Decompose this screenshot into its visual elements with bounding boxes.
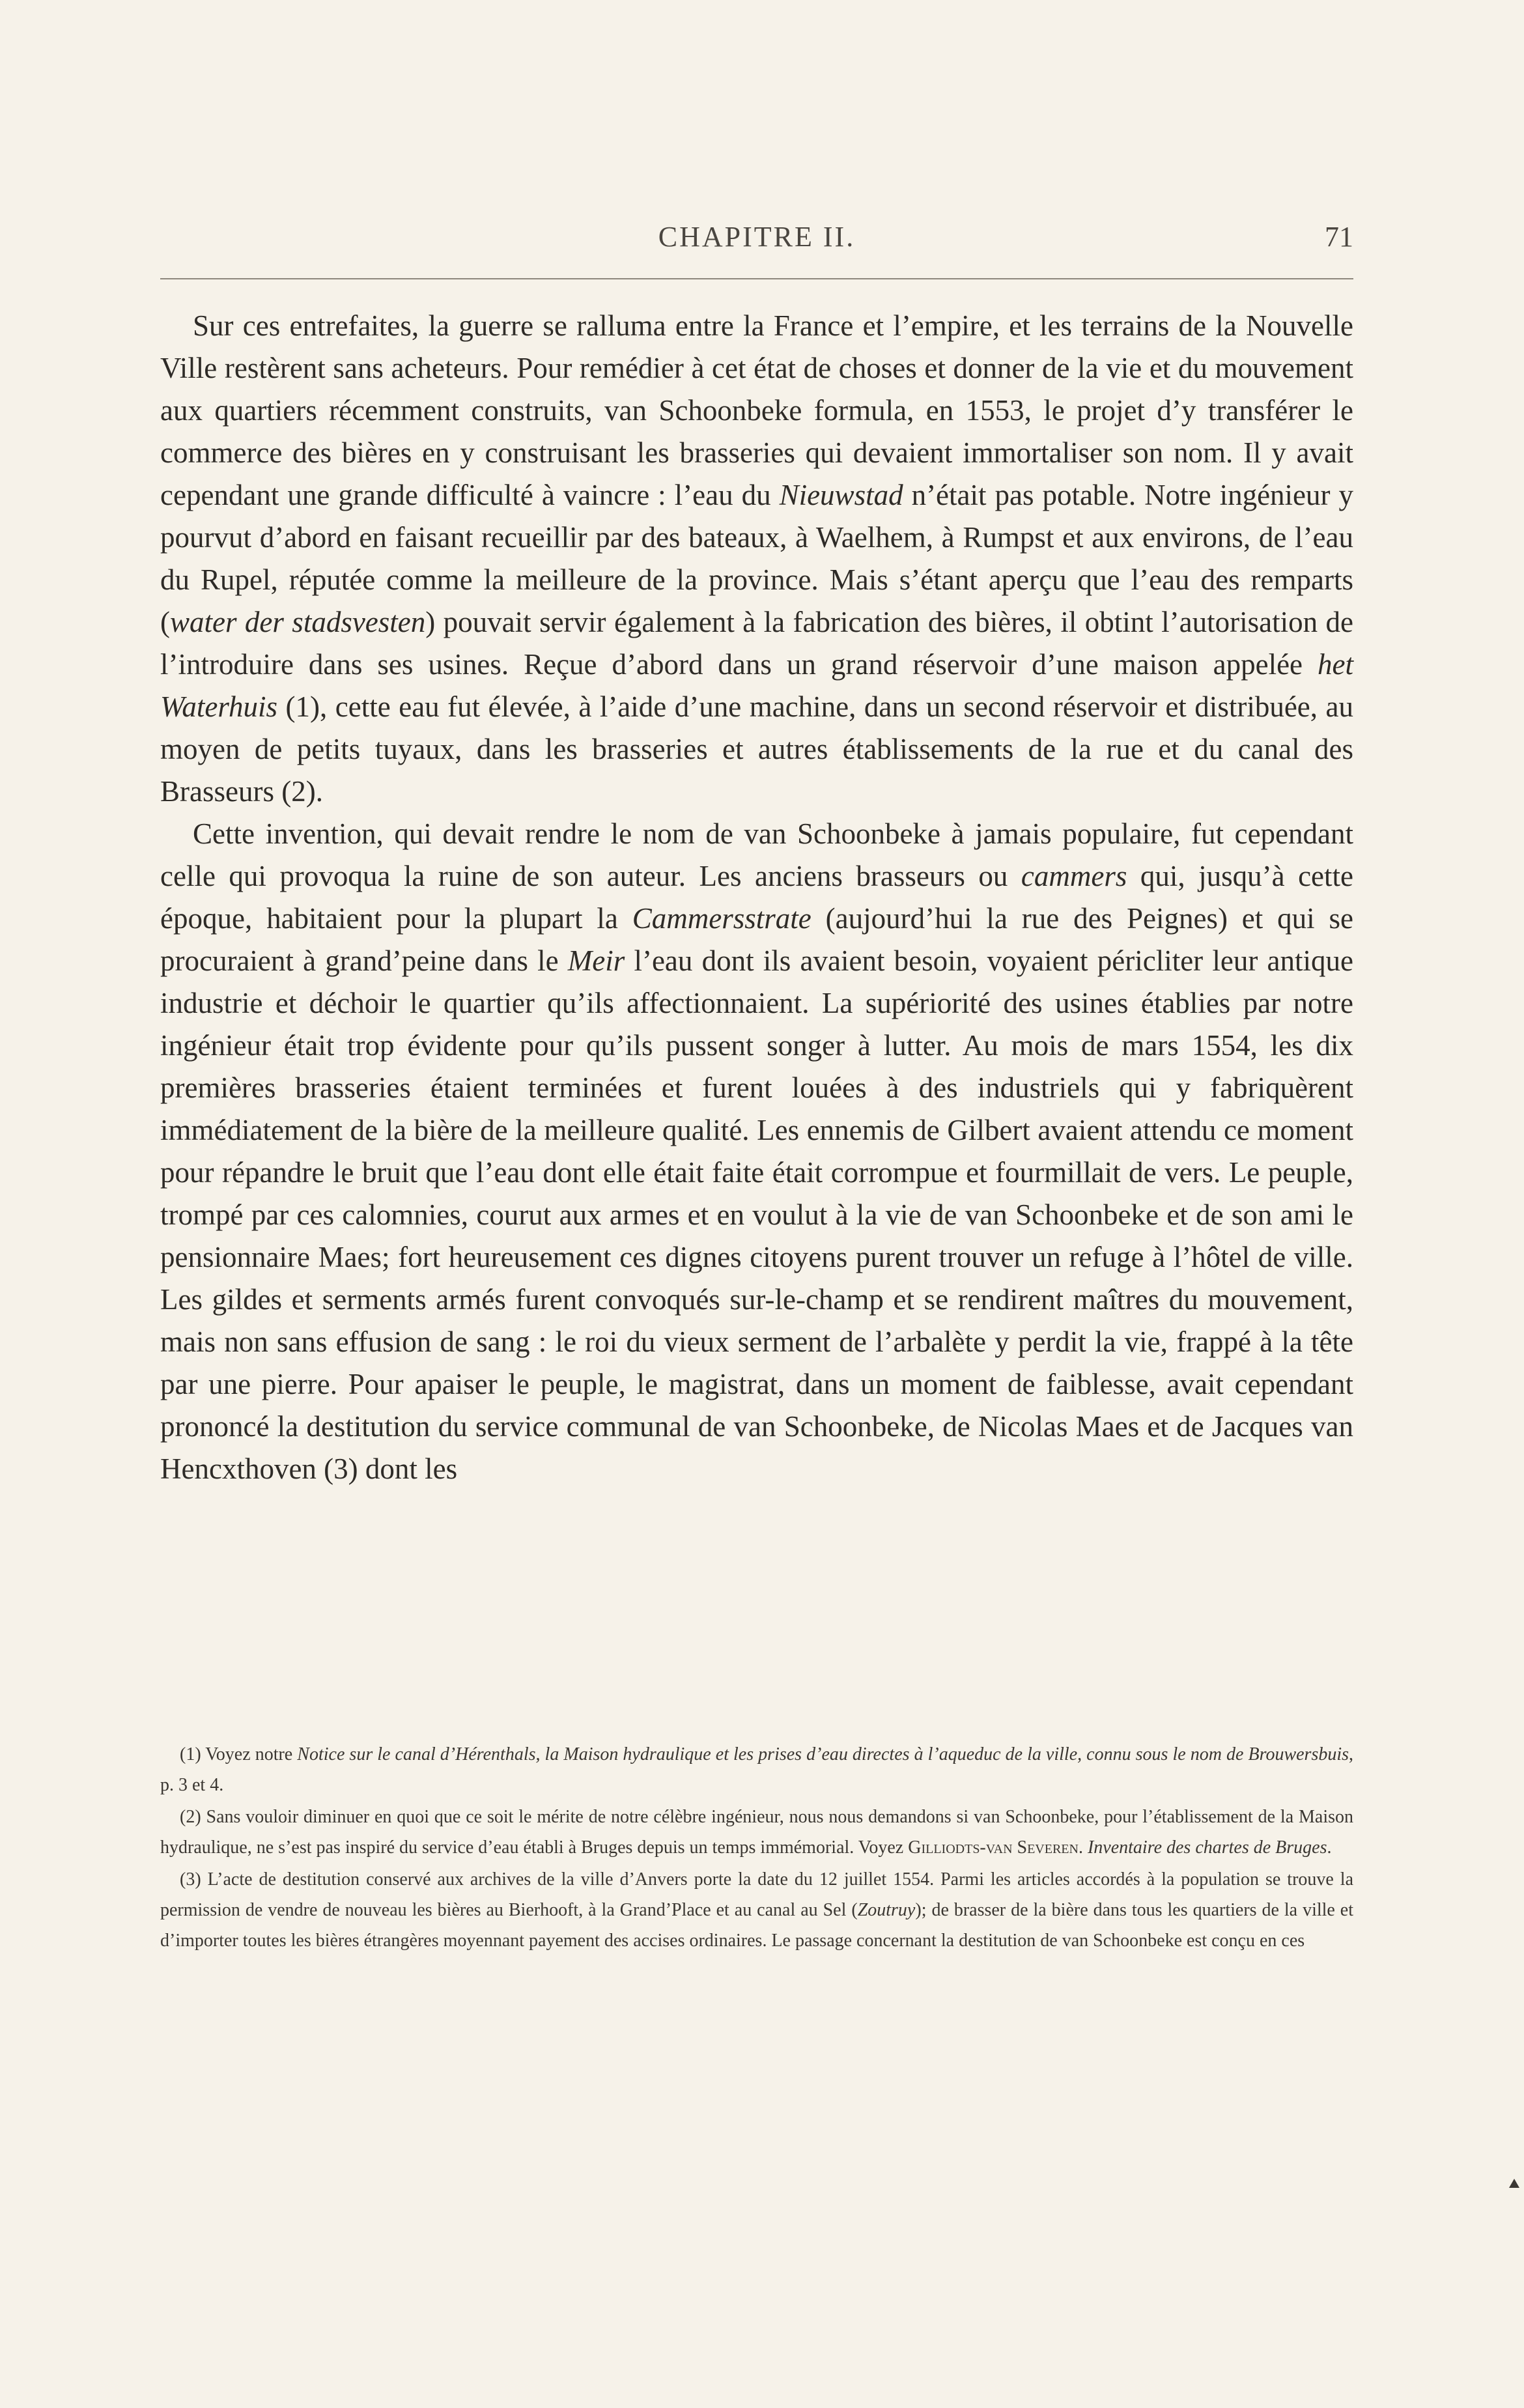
body-text <box>160 305 1353 1490</box>
text-run: (1) Voyez notre <box>180 1744 298 1764</box>
italic-term: water der stadsvesten <box>170 606 426 638</box>
text-run: Sur ces entrefaites, la guerre se ralluma entre la France et l’empire, et les terrains de la Nouvelle Ville restèrent sans acheteurs. Pour remédier à cet état de choses et donner de la vie et du mouvement aux quartiers récemment construits, van Schoonbeke formula, en 1553, le projet d’y transférer le commerce des bières en y construisant les brasseries qui devaient immortaliser son nom. Il y avait cependant une grande difficulté à vaincre : l’eau du <box>160 309 1353 511</box>
page-header <box>160 220 1353 259</box>
author-name: Gilliodts-van Severen <box>908 1837 1079 1858</box>
text-run: (3) L’acte de destitution conservé aux archives de la ville d’Anvers porte la date du 12 juillet 1554. Parmi les articles accordés à la population se trouve la permission de vendre de nouveau les bières au Bierhooft, à la Grand’Place et au canal au Sel ( <box>160 1869 1353 1920</box>
text-run: ); de brasser de la bière dans tous les quartiers de la ville et d’importer toutes les bières étrangères moyennant payement des accises ordinaires. Le passage concernant la destitution de van Schoonbeke est conçu en ces <box>160 1900 1354 1951</box>
text-run: (2) Sans vouloir diminuer en quoi que ce soit le mérite de notre célèbre ingénieur, nous nous demandons si van Schoonbeke, pour l’établissement de la Maison hydraulique, ne s’est pas inspiré du service d’eau établi à Bruges depuis un temps immémorial. Voyez <box>160 1807 1353 1858</box>
italic-title: Inventaire des chartes de Bruges <box>1087 1837 1327 1858</box>
italic-title: Notice sur le canal d’Hérenthals, la Maison hydraulique et les prises d’eau directes à l’aqueduc de la ville, connu sous le nom de Brouwersbuis <box>297 1744 1349 1764</box>
text-run: . <box>1327 1837 1332 1858</box>
italic-term: Meir <box>567 944 625 977</box>
italic-term: cammers <box>1021 860 1127 892</box>
text-run: , p. 3 et 4. <box>160 1744 1354 1795</box>
footnotes <box>160 1739 1353 1957</box>
text-run: ) pouvait servir également à la fabrication des bières, il obtint l’autorisation de l’introduire dans ses usines. Reçue d’abord dans un grand réservoir d’une maison appelée <box>160 606 1353 681</box>
italic-term: Cammersstrate <box>632 902 811 935</box>
text-run: (1), cette eau fut élevée, à l’aide d’une machine, dans un second réservoir et distribuée, au moyen de petits tuyaux, dans les brasseries et autres établissements de la rue et du canal des Brasseurs (2). <box>160 690 1353 808</box>
page-number: 71 <box>1325 221 1353 253</box>
italic-term: het Waterhuis <box>160 648 1353 723</box>
header-rule <box>160 278 1353 279</box>
paragraph <box>160 305 1353 813</box>
paragraph <box>160 813 1353 1490</box>
italic-term: Zoutruy <box>857 1900 916 1920</box>
italic-term: Nieuwstad <box>779 479 903 511</box>
footnote <box>160 1802 1353 1863</box>
text-run: Cette invention, qui devait rendre le nom de van Schoonbeke à jamais populaire, fut cependant celle qui provoqua la ruine de son auteur. Les anciens brasseurs ou <box>160 817 1353 892</box>
text-run: qui, jusqu’à cette époque, habitaient pour la plupart la <box>160 860 1353 935</box>
footnote <box>160 1739 1353 1800</box>
text-run: l’eau dont ils avaient besoin, voyaient péricliter leur antique industrie et déchoir le quartier qu’ils affectionnaient. La supériorité des usines établies par notre ingénieur était trop évidente pour qu’ils pussent songer à lutter. Au mois de mars 1554, les dix premières brasseries étaient terminées et furent louées à des industriels qui y fabriquèrent immédiatement de la bière de la meilleure qualité. Les ennemis de Gilbert avaient attendu ce moment pour répandre le bruit que l’eau dont elle était faite était corrompue et fourmillait de vers. Le peuple, trompé par ces calomnies, courut aux armes et en voulut à la vie de van Schoonbeke et de son ami le pensionnaire Maes; fort heureusement ces dignes citoyens purent trouver un refuge à l’hôtel de ville. Les gildes et serments armés furent convoqués sur-le-champ et se rendirent maîtres du mouvement, mais non sans effusion de sang : le roi du vieux serment de l’arbalète y perdit la vie, frappé à la tête par une pierre. Pour apaiser le peuple, le magistrat, dans un moment de faiblesse, avait cependant prononcé la destitution du service communal de van Schoonbeke, de Nicolas Maes et de Jacques van Hencxthoven (3) dont les <box>160 944 1353 1485</box>
footnote <box>160 1864 1353 1956</box>
running-title: CHAPITRE II. <box>658 221 856 253</box>
text-run: n’était pas potable. Notre ingénieur y pourvut d’abord en faisant recueillir par des bateaux, à Waelhem, à Rumpst et aux environs, de l’eau du Rupel, réputée comme la meilleure de la province. Mais s’étant aperçu que l’eau des remparts ( <box>160 479 1353 638</box>
text-run: (aujourd’hui la rue des Peignes) et qui se procuraient à grand’peine dans le <box>160 902 1354 977</box>
text-run: . <box>1078 1837 1088 1858</box>
printer-mark-icon <box>1509 2179 1519 2188</box>
